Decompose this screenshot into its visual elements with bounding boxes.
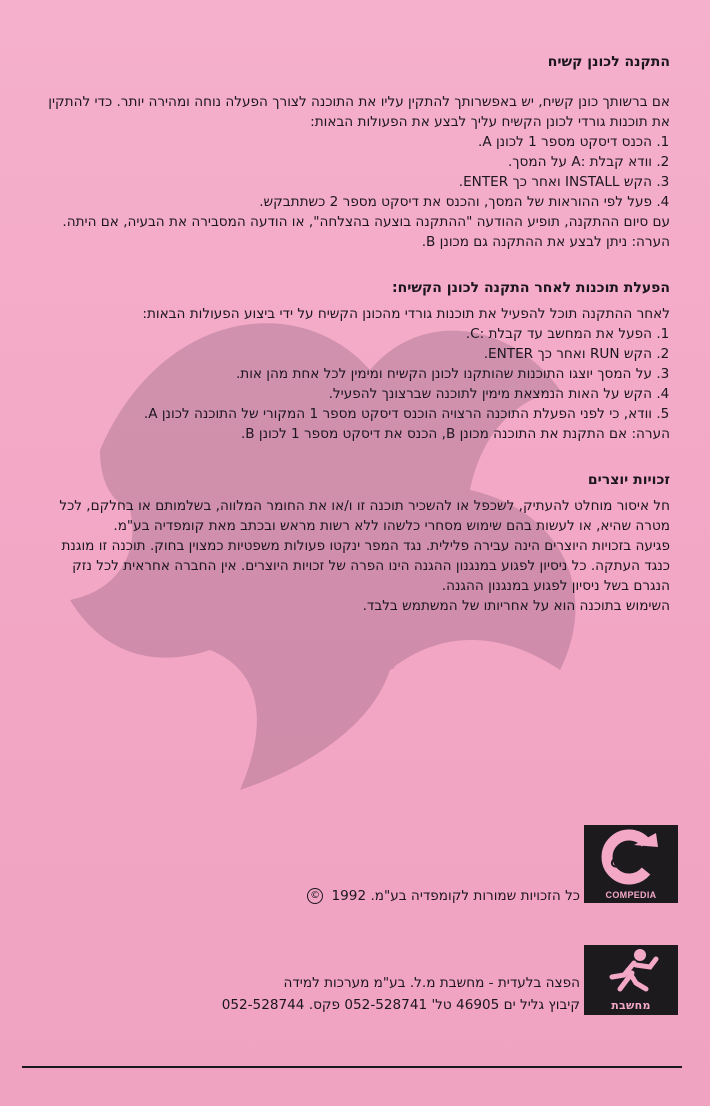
run-step: 2. הקש RUN ואחר כך ENTER. xyxy=(40,344,652,364)
copyright-text: כל הזכויות שמורות לקומפדיה בע"מ. xyxy=(370,888,580,904)
install-intro: אם ברשותך כונן קשיח, יש באפשרותך להתקין עליו את התוכנה לצורך הפעלה נוחה ומהירה יותר. כדי להתקין את תוכנות גורדי לכונן הקשיח עליך לבצע את הפעולות הבאות: xyxy=(48,94,670,130)
copyright-symbol: © xyxy=(307,888,323,904)
run-step: 4. הקש על האות הנמצאת מימין לתוכנה שברצונך להפעיל. xyxy=(40,384,652,404)
copyright-year: 1992 xyxy=(331,888,367,904)
publisher-line-1: הפצה בלעדית - מחשבת מ.ל. בע"מ מערכות למידה xyxy=(283,975,580,991)
publisher-line-2: קיבוץ גליל ים 46905 טל' 052-528741 פקס. 052-528744 xyxy=(221,997,580,1013)
run-steps xyxy=(40,324,670,424)
install-step: 3. הקש INSTALL ואחר כך ENTER. xyxy=(40,172,652,192)
run-step: 5. וודא, כי לפני הפעלת התוכנה הרצויה הוכנס דיסקט מספר 1 המקורי של התוכנה לכונן A. xyxy=(40,404,652,424)
bottom-divider xyxy=(22,1066,682,1068)
publisher-info xyxy=(170,972,580,1016)
install-result: עם סיום ההתקנה, תופיע ההודעה "ההתקנה בוצעה בהצלחה", או הודעה המסבירה את הבעיה, אם היתה. xyxy=(62,214,670,230)
install-heading: התקנה לכונן קשיח xyxy=(547,54,670,70)
install-step: 2. וודא קבלת :A על המסך. xyxy=(40,152,652,172)
mahshevet-logo-caption: מחשבת xyxy=(611,999,651,1012)
run-step: 3. על המסך יוצגו התוכנות שהותקנו לכונן הקשיח ומימין לכל אחת מהן אות. xyxy=(40,364,652,384)
run-step: 1. הפעל את המחשב עד קבלת :C. xyxy=(40,324,652,344)
rights-paragraph-2: פגיעה בזכויות היוצרים הינה עבירה פלילית. נגד המפר ינקטו פעולות משפטיות כמצוין בחוק. תוכנה זו מוגנת כנגד העתקה. כל ניסיון לפגוע במנגנון ההגנה הינו הפרה של זכויות היוצרים. אין החברה אחראית לכל נזק הנגרם בשל ניסיון לפגוע במנגנון ההגנה. xyxy=(61,538,670,594)
copyright-line xyxy=(250,888,580,904)
rights-heading: זכויות יוצרים xyxy=(587,472,670,488)
compedia-logo-caption: COMPEDIA xyxy=(605,890,657,900)
install-step: 1. הכנס דיסקט מספר 1 לכונן A. xyxy=(40,132,652,152)
rights-paragraph-1: חל איסור מוחלט להעתיק, לשכפל או להשכיר תוכנה זו ו/או את החומר המלווה, בשלמותם או בחלקם, לכל מטרה שהיא, או לעשות בהם שימוש מסחרי כלשהו ללא רשות מראש ובכתב מאת קומפדיה בע"מ. xyxy=(59,498,670,534)
running-figure-icon xyxy=(584,945,678,995)
rights-paragraph-3: השימוש בתוכנה הוא על אחריותו של המשתמש בלבד. xyxy=(362,598,670,614)
run-intro: לאחר ההתקנה תוכל להפעיל את תוכנות גורדי מהכונן הקשיח על ידי ביצוע הפעולות הבאות: xyxy=(142,306,670,322)
install-steps xyxy=(40,132,670,212)
compedia-logo xyxy=(584,825,678,903)
install-note: הערה: ניתן לבצע את ההתקנה גם מכונן B. xyxy=(421,234,670,250)
run-note: הערה: אם התקנת את התוכנה מכונן B, הכנס את דיסקט מספר 1 לכונן B. xyxy=(240,426,670,442)
install-step: 4. פעל לפי ההוראות של המסך, והכנס את דיסקט מספר 2 כשתתבקש. xyxy=(40,192,652,212)
manual-text xyxy=(40,52,670,616)
run-heading: הפעלת תוכנות לאחר התקנה לכונן הקשיח: xyxy=(392,280,670,296)
compedia-logo-icon xyxy=(584,825,678,887)
mahshevet-logo xyxy=(584,945,678,1015)
